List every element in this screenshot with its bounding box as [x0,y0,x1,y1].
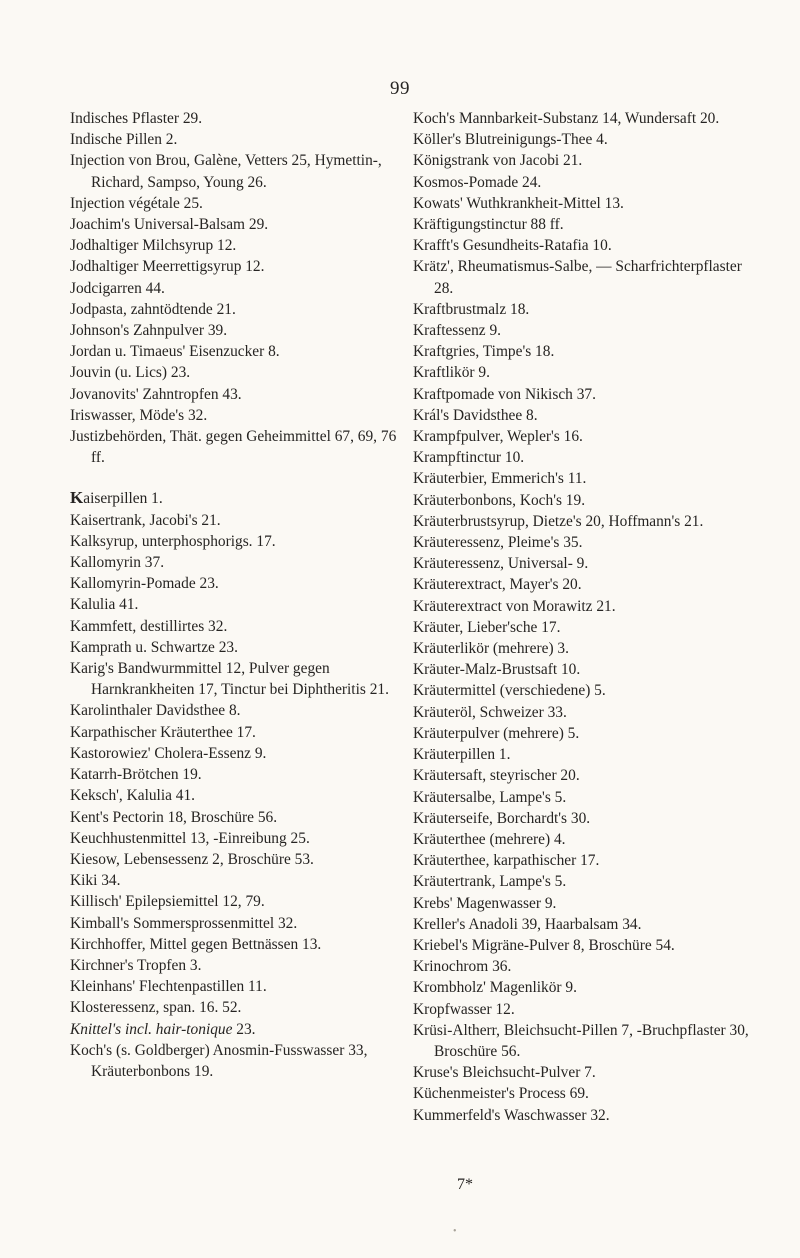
entry-text: Jodhaltiger Meerrettigsyrup 12. [70,258,265,276]
entry-text: Kräuterseife, Borchardt's 30. [413,809,591,827]
index-entry [413,935,753,956]
entry-text: Kräuterpillen 1. [413,746,511,764]
entry-text: Krampftinctur 10. [413,449,525,467]
index-entry [413,914,753,935]
index-entry [413,638,753,659]
index-entry [413,214,753,235]
index-entry [413,532,753,553]
entry-text: Jodcigarren 44. [70,279,165,297]
index-entry [70,594,400,615]
index-entry [413,150,753,171]
index-entry [413,426,753,447]
index-entry [70,743,400,764]
index-entry [70,552,400,573]
entry-text: Kräuterextract von Morawitz 21. [413,597,616,615]
index-entry [413,659,753,680]
entry-text: Krafft's Gesundheits-Ratafia 10. [413,237,612,255]
entry-text: Kosmos-Pomade 24. [413,173,542,191]
entry-text: Iriswasser, Möde's 32. [70,406,208,424]
entry-text: Kallomyrin 37. [70,554,165,572]
index-column-left [70,108,400,1082]
index-entry [413,1062,753,1083]
index-entry [70,764,400,785]
entry-text: Karpathischer Kräuterthee 17. [70,723,256,741]
index-entry [70,362,400,383]
index-entry [413,744,753,765]
index-entry [413,235,753,256]
entry-text: Indische Pillen 2. [70,131,178,149]
index-entry [70,785,400,806]
entry-text: Injection von Brou, Galène, Vetters 25, Hymettin-, Richard, Sampso, Young 26. [70,152,382,191]
index-entry [413,1020,753,1062]
index-entry [413,193,753,214]
entry-text: Kriebel's Migräne-Pulver 8, Broschüre 54. [413,936,675,954]
entry-text: Kiki 34. [70,872,121,890]
index-entry [413,723,753,744]
entry-text: Keksch', Kalulia 41. [70,787,196,805]
entry-text: Indisches Pflaster 29. [70,110,203,127]
index-entry [413,956,753,977]
entry-text: Keuchhustenmittel 13, -Einreibung 25. [70,829,310,847]
index-entry [413,362,753,383]
index-entry [413,553,753,574]
index-entry [413,829,753,850]
entry-text: Kirchner's Tropfen 3. [70,956,202,974]
index-entry [413,765,753,786]
entry-text: Kräuteröl, Schweizer 33. [413,703,567,721]
index-entry [70,341,400,362]
print-speck: • [453,1226,457,1237]
index-entry [70,955,400,976]
entry-text: Kräuterlikör (mehrere) 3. [413,640,569,658]
index-entry [70,870,400,891]
index-entry [70,828,400,849]
entry-text: Killisch' Epilepsiemittel 12, 79. [70,893,265,911]
index-entry [70,510,400,531]
index-entry [70,108,400,129]
entry-text: Jodhaltiger Milchsyrup 12. [70,237,237,255]
entry-text: Kräuterbier, Emmerich's 11. [413,470,587,488]
entry-text: Kallomyrin-Pomade 23. [70,575,219,593]
index-entry [70,384,400,405]
entry-text: Kowats' Wuthkrankheit-Mittel 13. [413,194,624,212]
index-entry [70,573,400,594]
entry-text: Jovanovits' Zahntropfen 43. [70,385,242,403]
entry-text: Kräuteressenz, Pleime's 35. [413,534,583,552]
index-entry [70,1040,400,1082]
entry-text: Kummerfeld's Waschwasser 32. [413,1106,610,1124]
index-entry [413,320,753,341]
entry-text: Kräuterthee, karpathischer 17. [413,852,600,870]
entry-text: Injection végétale 25. [70,194,203,212]
entry-text: Kaisertrank, Jacobi's 21. [70,511,221,529]
entry-text: Kräuterpulver (mehrere) 5. [413,724,580,742]
index-entry [413,617,753,638]
index-entry [413,129,753,150]
entry-text: Kräuterextract, Mayer's 20. [413,576,582,594]
entry-text: Kirchhoffer, Mittel gegen Bettnässen 13. [70,935,322,953]
index-entry [70,531,400,552]
index-entry [70,637,400,658]
entry-text: Koch's Mannbarkeit-Substanz 14, Wundersaft 20. [413,110,720,127]
index-entry [70,278,400,299]
entry-text: Kräuteressenz, Universal- 9. [413,555,589,573]
signature-mark: 7* [457,1176,473,1193]
entry-text: Kräuterthee (mehrere) 4. [413,830,566,848]
index-entry [70,700,400,721]
entry-text: Kleinhans' Flechtenpastillen 11. [70,978,267,996]
index-entry [413,893,753,914]
index-entry [70,426,400,468]
index-entry [70,891,400,912]
index-entry [70,1019,400,1040]
index-entry [70,722,400,743]
index-entry [413,871,753,892]
entry-text: Krampfpulver, Wepler's 16. [413,428,583,446]
index-entry [70,849,400,870]
entry-text: Kräuterbrustsyrup, Dietze's 20, Hoffmann's 21. [413,512,704,530]
entry-text: Jouvin (u. Lics) 23. [70,364,191,382]
entry-text: Krinochrom 36. [413,958,512,976]
entry-text: Johnson's Zahnpulver 39. [70,322,228,340]
entry-text: Kraftpomade von Nikisch 37. [413,385,596,403]
entry-text: Krätz', Rheumatismus-Salbe, — Scharfrichterpflaster 28. [413,258,742,297]
index-entry [413,341,753,362]
entry-text: Kräuter-Malz-Brustsaft 10. [413,661,581,679]
index-entry [413,977,753,998]
entry-text: Kruse's Bleichsucht-Pulver 7. [413,1064,596,1082]
index-entry [413,1105,753,1126]
section-initial: K [70,488,84,508]
index-entry [70,976,400,997]
entry-text: Karolinthaler Davidsthee 8. [70,702,241,720]
entry-italic-name: Knittel's incl. hair-tonique [70,1020,233,1038]
entry-text: Kräuterbonbons, Koch's 19. [413,491,586,509]
entry-text: Kräutersaft, steyrischer 20. [413,767,580,785]
entry-text: Kraftessenz 9. [413,322,502,340]
index-entry [70,320,400,341]
index-entry [70,487,400,509]
entry-text: aiserpillen 1. [83,490,163,508]
entry-text: Krebs' Magenwasser 9. [413,894,557,912]
index-entry [70,256,400,277]
section-gap [70,468,400,487]
entry-text: Kimball's Sommersprossenmittel 32. [70,914,298,932]
index-entry [70,129,400,150]
index-entry [70,214,400,235]
index-entry [413,574,753,595]
index-entry [70,405,400,426]
entry-text: Kropfwasser 12. [413,1000,515,1018]
entry-text: Kräutermittel (verschiedene) 5. [413,682,606,700]
entry-text: Kräutersalbe, Lampe's 5. [413,788,567,806]
index-entry [413,702,753,723]
index-entry [413,256,753,298]
index-entry [70,997,400,1018]
index-entry [413,405,753,426]
index-entry [413,808,753,829]
entry-text: Kraftbrustmalz 18. [413,300,530,318]
entry-text: Karig's Bandwurmmittel 12, Pulver gegen Harnkrankheiten 17, Tinctur bei Diphtheritis 21. [70,660,389,699]
index-entry [413,850,753,871]
entry-text: Krüsi-Altherr, Bleichsucht-Pillen 7, -Bruchpflaster 30, Broschüre 56. [413,1021,749,1060]
entry-text: Kraftlikör 9. [413,364,490,382]
entry-text: Joachim's Universal-Balsam 29. [70,216,269,234]
index-entry [413,999,753,1020]
entry-text: Kiesow, Lebensessenz 2, Broschüre 53. [70,850,314,868]
entry-text: Kräuter, Lieber'sche 17. [413,618,561,636]
index-entry [70,616,400,637]
entry-text: Kent's Pectorin 18, Broschüre 56. [70,808,278,826]
entry-text: Kalulia 41. [70,596,139,614]
index-entry [413,511,753,532]
index-entry [413,680,753,701]
entry-text: Küchenmeister's Process 69. [413,1085,589,1103]
entry-text: Kamprath u. Schwartze 23. [70,638,238,656]
entry-text: Kastorowiez' Cholera-Essenz 9. [70,744,267,762]
index-entry [70,235,400,256]
index-entry [70,299,400,320]
index-entry [413,490,753,511]
index-entry [413,447,753,468]
entry-text: Kreller's Anadoli 39, Haarbalsam 34. [413,915,642,933]
index-entry [413,299,753,320]
entry-text: Jodpasta, zahntödtende 21. [70,300,236,318]
entry-text: Krombholz' Magenlikör 9. [413,979,577,997]
index-entry [413,1083,753,1104]
index-entry [413,384,753,405]
index-entry [70,193,400,214]
entry-text: Kammfett, destillirtes 32. [70,617,228,635]
index-entry [70,807,400,828]
entry-text: Král's Davidsthee 8. [413,406,538,424]
entry-text: 23. [232,1020,256,1038]
entry-text: Koch's (s. Goldberger) Anosmin-Fusswasser 33, Kräuterbonbons 19. [70,1041,368,1080]
index-entry [413,172,753,193]
index-entry [70,150,400,192]
index-entry [413,108,753,129]
index-column-right [413,108,753,1126]
index-entry [70,913,400,934]
entry-text: Kräftigungstinctur 88 ff. [413,216,564,234]
index-entry [413,596,753,617]
index-entry [413,468,753,489]
index-entry [70,934,400,955]
entry-text: Köller's Blutreinigungs-Thee 4. [413,131,608,149]
entry-text: Justizbehörden, Thät. gegen Geheimmittel 67, 69, 76 ff. [70,428,397,467]
page-number: 99 [390,78,410,99]
index-entry [70,658,400,700]
index-entry [413,787,753,808]
entry-text: Klosteressenz, span. 16. 52. [70,999,242,1017]
entry-text: Königstrank von Jacobi 21. [413,152,583,170]
entry-text: Kraftgries, Timpe's 18. [413,343,555,361]
entry-text: Katarrh-Brötchen 19. [70,766,202,784]
entry-text: Jordan u. Timaeus' Eisenzucker 8. [70,343,280,361]
entry-text: Kalksyrup, unterphosphorigs. 17. [70,532,276,550]
entry-text: Kräutertrank, Lampe's 5. [413,873,567,891]
